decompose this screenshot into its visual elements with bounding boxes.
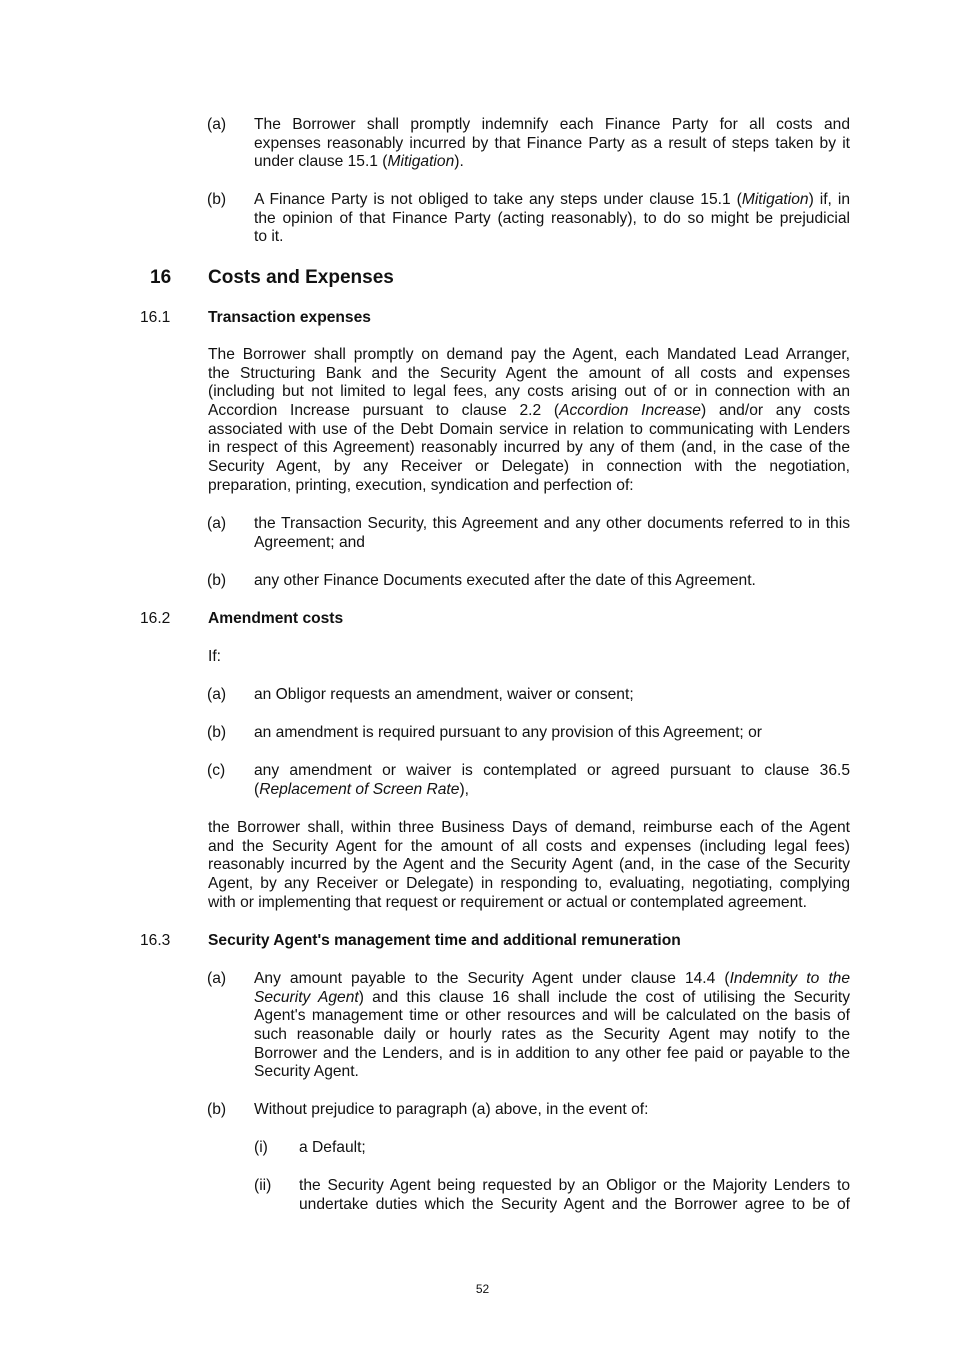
text-line: and the Security Agent for the amount of all costs and expenses (including legal fees) xyxy=(208,837,850,855)
clause-title: Amendment costs xyxy=(208,610,344,627)
text-line: expenses reasonably incurred by that Finance Party as a result of steps taken by it xyxy=(254,134,850,152)
text-line: Security Agent. xyxy=(254,1063,359,1081)
text-line: Borrower and the Lenders, and is in addition to any other fee paid or payable to the xyxy=(254,1044,850,1062)
paragraph-15-b xyxy=(254,191,850,247)
text-line: an Obligor requests an amendment, waiver or consent; xyxy=(254,686,634,703)
text-line: the Structuring Bank and the Security Agent the amount of all costs and expenses xyxy=(208,364,850,382)
text-line: the Borrower shall, within three Business Days of demand, reimburse each of the Agent xyxy=(208,819,850,836)
text-line: Security Agent, by any Receiver or Delegate) in connection with the negotiation, xyxy=(208,458,850,476)
text-line: The Borrower shall promptly on demand pay the Agent, each Mandated Lead Arranger, xyxy=(208,346,850,363)
section-number: 16 xyxy=(150,267,172,288)
list-label: (c) xyxy=(207,762,226,779)
text-line: Any amount payable to the Security Agent under clause 14.4 (Indemnity to the xyxy=(254,970,850,987)
clause-title: Security Agent's management time and additional remuneration xyxy=(208,932,681,949)
text-line: such reasonable daily or hourly rates as the Security Agent may notify to the xyxy=(254,1026,850,1044)
text-line: in respect of this Agreement) reasonably incurred by any of them (and, in the case of the xyxy=(208,439,850,457)
text-line: Accordion Increase pursuant to clause 2.2 (Accordion Increase) and/or any costs xyxy=(208,402,851,420)
list-label: (a) xyxy=(207,116,227,133)
paragraph-16-1-b xyxy=(254,572,850,591)
text-line: the Transaction Security, this Agreement and any other documents referred to in this xyxy=(254,515,850,532)
paragraph-16-2-c xyxy=(254,762,850,799)
clause-title: Transaction expenses xyxy=(208,309,371,326)
list-label: (b) xyxy=(207,724,227,741)
text-line: A Finance Party is not obliged to take any steps under clause 15.1 (Mitigation) if, in xyxy=(254,191,851,208)
text-line: (Replacement of Screen Rate), xyxy=(254,780,469,798)
text-line: a Default; xyxy=(299,1139,366,1156)
paragraph-16-1-a xyxy=(254,515,850,552)
paragraph-15-a xyxy=(254,116,850,172)
paragraph-16-2-tail xyxy=(208,819,850,912)
text-line: any other Finance Documents executed after the date of this Agreement. xyxy=(254,572,756,589)
paragraph-16-1-body xyxy=(208,346,850,496)
clause-number: 16.3 xyxy=(140,932,171,949)
text-line: any amendment or waiver is contemplated or agreed pursuant to clause 36.5 xyxy=(254,762,850,779)
paragraph-16-3-i xyxy=(299,1139,850,1158)
text-line: the opinion of that Finance Party (acting reasonably), to do so might be prejudicial xyxy=(254,209,850,227)
text-line: under clause 15.1 (Mitigation). xyxy=(254,153,464,171)
text-line: Security Agent) and this clause 16 shall include the cost of utilising the Security xyxy=(254,988,850,1006)
list-label: (b) xyxy=(207,572,227,589)
page-number: 52 xyxy=(475,1282,490,1296)
section-title: Costs and Expenses xyxy=(208,267,394,288)
text-line: with or implementing that request or requirement or actual or contemplated agreement. xyxy=(208,893,807,911)
text-line: The Borrower shall promptly indemnify each Finance Party for all costs and xyxy=(254,116,850,133)
text-line: the Security Agent being requested by an Obligor or the Majority Lenders to xyxy=(299,1177,850,1194)
text-line: associated with use of the Debt Domain service in relation to communicating with Lenders xyxy=(208,420,850,438)
text-line: (including but not limited to legal fees, any costs arising out of or in connection with an xyxy=(208,383,850,401)
text-line: an amendment is required pursuant to any provision of this Agreement; or xyxy=(254,724,762,741)
paragraph-16-3-b xyxy=(254,1101,850,1120)
text-line: Agent's management time or other resources and will be calculated on the basis of xyxy=(254,1007,850,1025)
text-line: Agreement; and xyxy=(254,533,365,551)
list-label: (i) xyxy=(254,1139,268,1156)
text-line: preparation, printing, execution, syndication and perfection of: xyxy=(208,476,634,494)
clause-number: 16.1 xyxy=(140,309,171,326)
text-line: to it. xyxy=(254,228,284,246)
paragraph-16-3-ii xyxy=(299,1177,850,1214)
paragraph-16-2-a xyxy=(254,686,850,705)
paragraph-16-2-b xyxy=(254,724,850,743)
list-label: (a) xyxy=(207,970,227,987)
list-label: (a) xyxy=(207,515,227,532)
text-line: Agent, by any Receiver or Delegate) in responding to, evaluating, negotiating, complying xyxy=(208,875,850,893)
list-label: (ii) xyxy=(254,1177,272,1194)
list-label: (b) xyxy=(207,191,227,208)
text-line: reasonably incurred by the Agent and the Security Agent (and, in the case of the Security xyxy=(208,856,850,874)
text-line: Without prejudice to paragraph (a) above, in the event of: xyxy=(254,1101,649,1118)
clause-number: 16.2 xyxy=(140,610,171,627)
list-label: (a) xyxy=(207,686,227,703)
text-line: undertake duties which the Security Agent and the Borrower agree to be of xyxy=(299,1195,850,1213)
paragraph-16-3-a xyxy=(254,970,850,1082)
paragraph-16-2-intro: If: xyxy=(208,648,221,665)
list-label: (b) xyxy=(207,1101,227,1118)
